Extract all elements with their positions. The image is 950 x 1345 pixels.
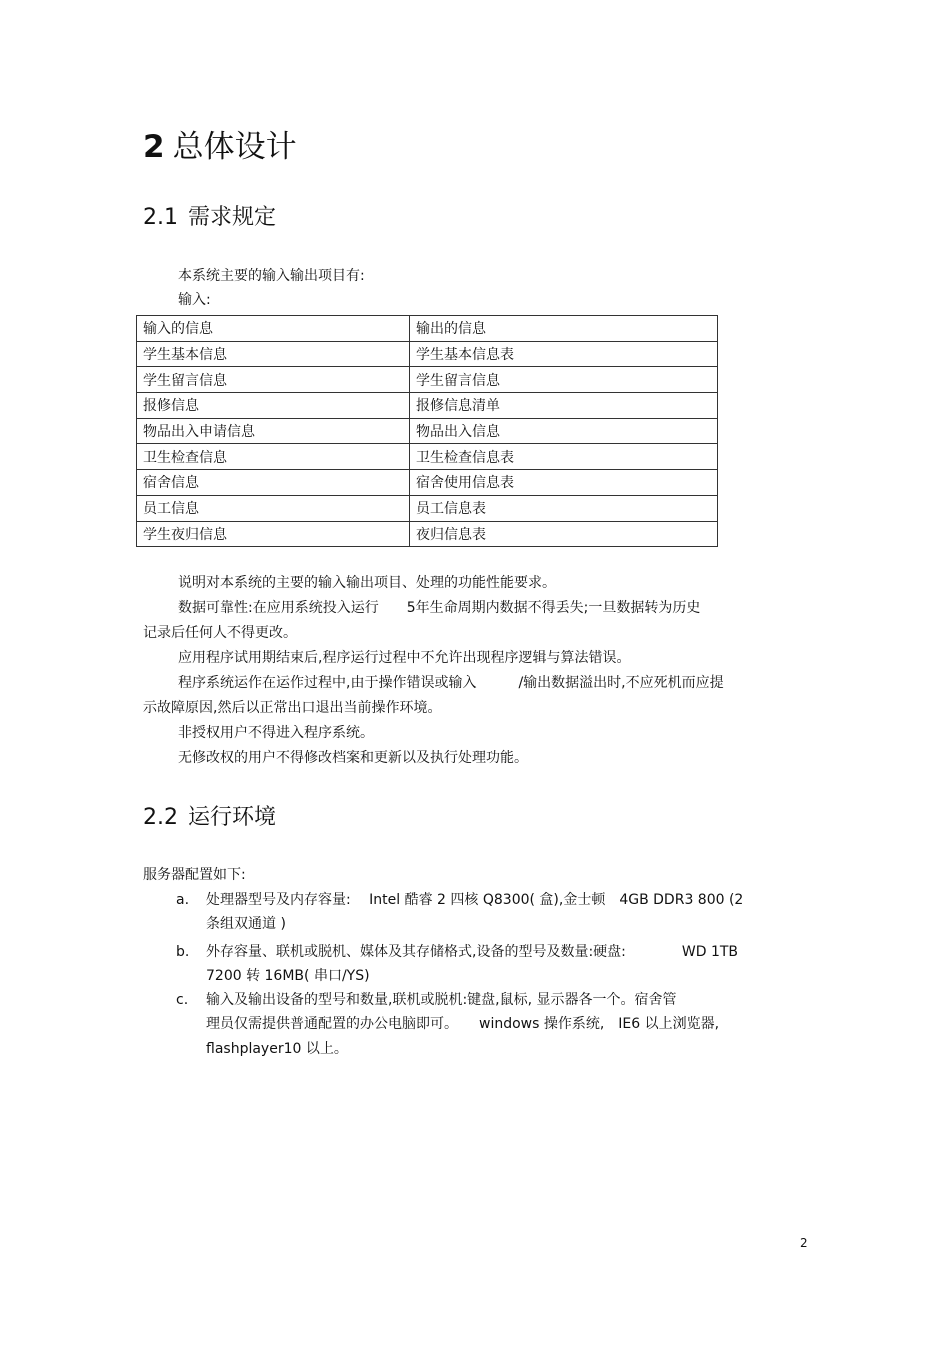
paragraph-authorization: 非授权用户不得进入程序系统。 xyxy=(178,725,374,741)
section-number: 2 xyxy=(143,129,165,165)
list-item-line: 输入及输出设备的型号和数量,联机或脱机:键盘,鼠标, 显示器各一个。宿舍管 xyxy=(206,992,677,1008)
list-marker: c. xyxy=(176,992,189,1008)
subsection-title: 运行环境 xyxy=(188,805,277,830)
table-cell: 输出的信息 xyxy=(410,316,718,342)
table-cell: 夜归信息表 xyxy=(410,521,718,547)
section-title: 总体设计 xyxy=(172,129,297,165)
table-cell: 物品出入申请信息 xyxy=(137,418,410,444)
list-item-line: 7200 转 16MB( 串口/YS) xyxy=(206,968,370,984)
table-row xyxy=(137,521,718,547)
subsection-heading-requirements xyxy=(143,203,276,233)
table-header-row xyxy=(137,316,718,342)
input-label: 输入: xyxy=(178,292,211,308)
paragraph-reliability-cont: 记录后任何人不得更改。 xyxy=(143,625,297,641)
page-number: 2 xyxy=(800,1236,808,1250)
table-row xyxy=(137,418,718,444)
section-heading xyxy=(143,125,297,169)
list-item-line: 处理器型号及内存容量: Intel 酷睿 2 四核 Q8300( 盒),金士顿 4GB DDR3 800 (2 xyxy=(206,892,744,908)
list-item-line: 外存容量、联机或脱机、媒体及其存储格式,设备的型号及数量:硬盘: WD 1TB xyxy=(206,944,739,960)
table-cell: 宿舍使用信息表 xyxy=(410,470,718,496)
paragraph-modify-rights: 无修改权的用户不得修改档案和更新以及执行处理功能。 xyxy=(178,750,528,766)
server-intro: 服务器配置如下: xyxy=(143,867,246,883)
subsection-title: 需求规定 xyxy=(188,205,277,230)
paragraph-error-handling: 程序系统运作在运作过程中,由于操作错误或输入 /输出数据溢出时,不应死机而应提 xyxy=(178,675,724,691)
table-cell: 学生留言信息 xyxy=(410,367,718,393)
paragraph-error-handling-cont: 示故障原因,然后以正常出口退出当前操作环境。 xyxy=(143,700,442,716)
table-row xyxy=(137,470,718,496)
table-row xyxy=(137,495,718,521)
table-cell: 报修信息 xyxy=(137,393,410,419)
table-cell: 学生基本信息 xyxy=(137,341,410,367)
list-item-line: 理员仅需提供普通配置的办公电脑即可。 windows 操作系统, IE6 以上浏览器, xyxy=(206,1016,720,1032)
list-marker: b. xyxy=(176,944,190,960)
paragraph-trial: 应用程序试用期结束后,程序运行过程中不允许出现程序逻辑与算法错误。 xyxy=(178,650,631,666)
table-cell: 学生夜归信息 xyxy=(137,521,410,547)
intro-text: 本系统主要的输入输出项目有: xyxy=(178,268,365,284)
table-row xyxy=(137,367,718,393)
table-cell: 员工信息 xyxy=(137,495,410,521)
list-marker: a. xyxy=(176,892,190,908)
table-row xyxy=(137,444,718,470)
table-row xyxy=(137,393,718,419)
list-item-line: 条组双通道 ) xyxy=(206,916,286,932)
table-cell: 宿舍信息 xyxy=(137,470,410,496)
table-row xyxy=(137,341,718,367)
io-table xyxy=(136,315,718,547)
table-cell: 卫生检查信息 xyxy=(137,444,410,470)
table-cell: 物品出入信息 xyxy=(410,418,718,444)
table-cell: 学生留言信息 xyxy=(137,367,410,393)
table-cell: 输入的信息 xyxy=(137,316,410,342)
subsection-number: 2.1 xyxy=(143,205,178,230)
table-cell: 卫生检查信息表 xyxy=(410,444,718,470)
list-item-line: flashplayer10 以上。 xyxy=(206,1041,348,1057)
subsection-heading-environment xyxy=(143,803,276,833)
subsection-number: 2.2 xyxy=(143,805,178,830)
table-cell: 员工信息表 xyxy=(410,495,718,521)
paragraph-reliability: 数据可靠性:在应用系统投入运行 5年生命周期内数据不得丢失;一旦数据转为历史 xyxy=(178,600,701,616)
table-cell: 学生基本信息表 xyxy=(410,341,718,367)
paragraph-requirements: 说明对本系统的主要的输入输出项目、处理的功能性能要求。 xyxy=(178,575,556,591)
table-cell: 报修信息清单 xyxy=(410,393,718,419)
